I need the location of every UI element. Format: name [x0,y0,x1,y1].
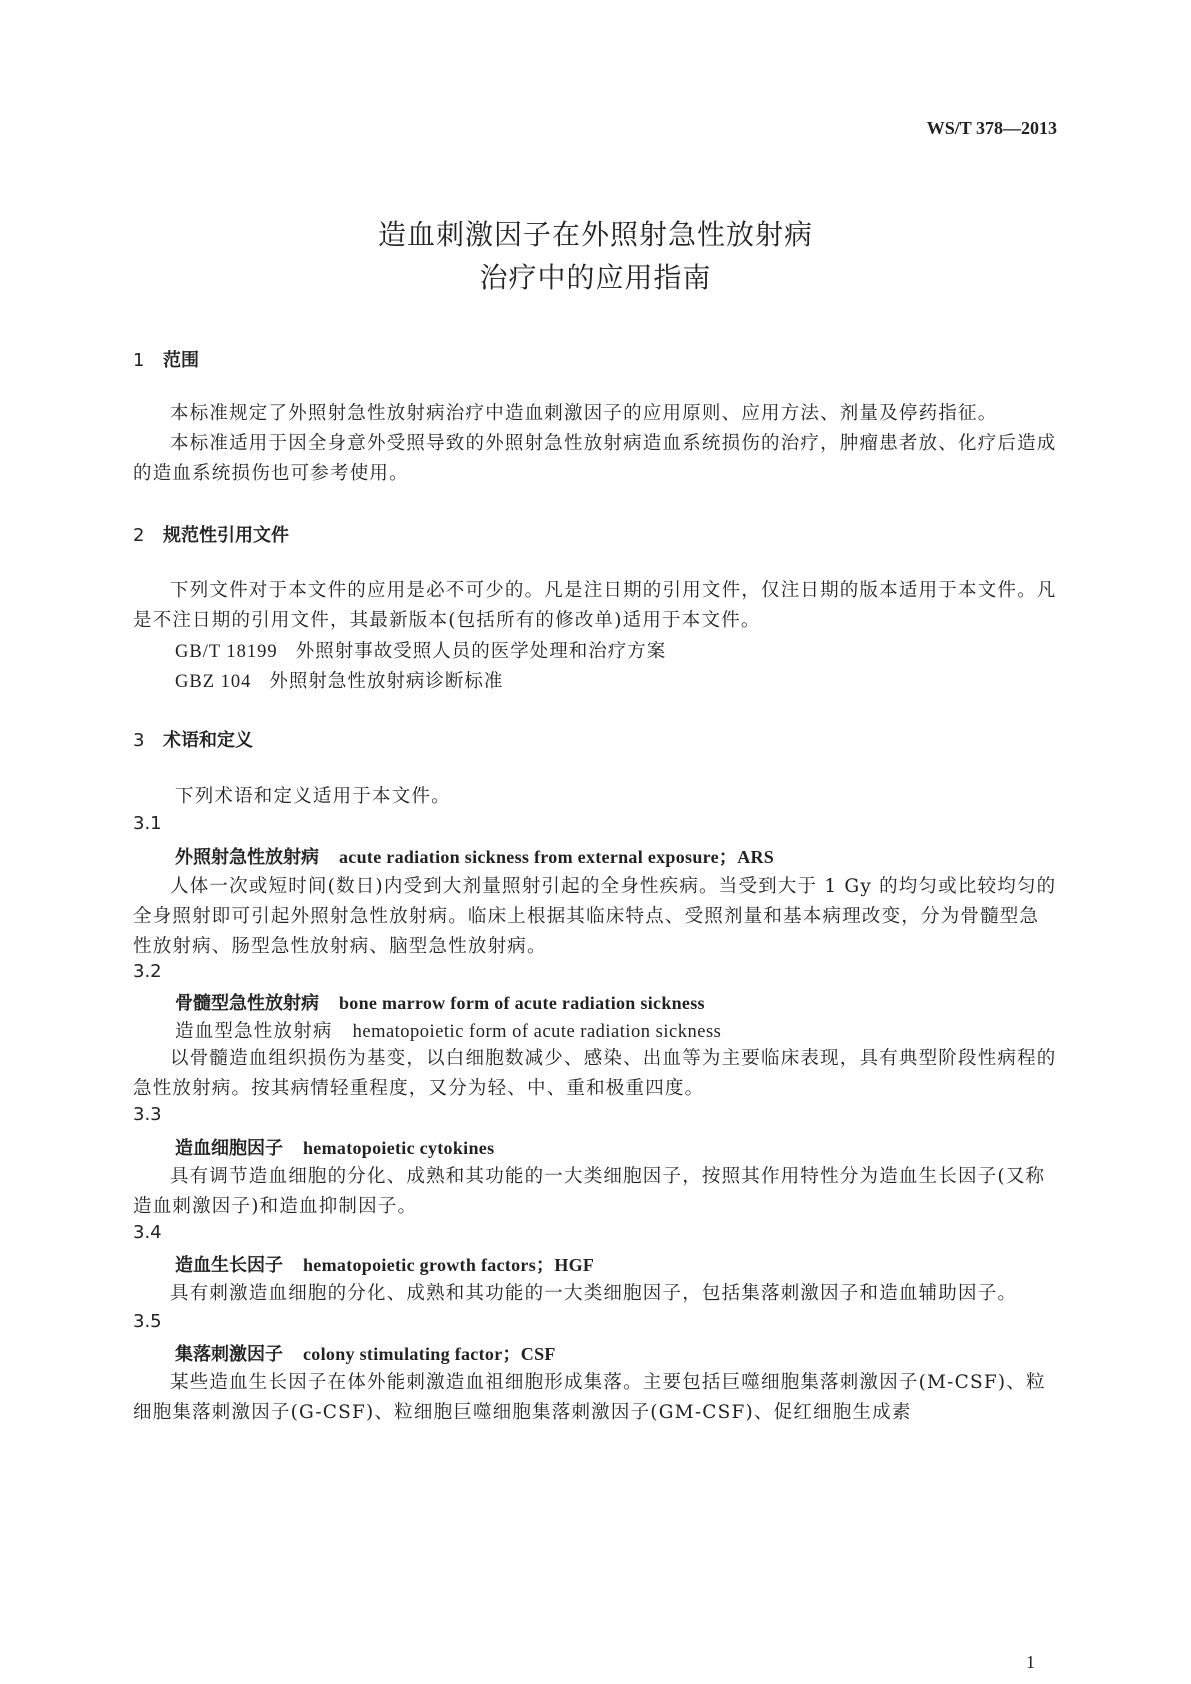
normative-reference [175,667,503,693]
section-title: 术语和定义 [163,730,253,751]
document-title-line-1: 造血刺激因子在外照射急性放射病 [377,218,813,251]
term-zh: 集落刺激因子 [175,1344,283,1365]
term-synonym [175,1017,721,1043]
term-en: hematopoietic growth factors；HGF [303,1255,595,1275]
reference-title: 外照射事故受照人员的医学处理和治疗方案 [295,641,667,662]
term-heading [175,1340,556,1366]
term-number: 3.2 [133,961,162,982]
term-definition: 具有刺激造血细胞的分化、成熟和其功能的一大类细胞因子，包括集落刺激因子和造血辅助因子。 [170,1283,1018,1304]
term-number: 3.3 [133,1104,162,1125]
section-title: 规范性引用文件 [163,525,289,546]
term-definition: 以骨髓造血组织损伤为基变，以白细胞数减少、感染、出血等为主要临床表现，具有典型阶段性病程的急性放射病。按其病情轻重程度，又分为轻、中、重和极重四度。 [133,1048,1057,1099]
term-definition: 人体一次或短时间(数日)内受到大剂量照射引起的全身性疾病。当受到大于 1 Gy 的均匀或比较均匀的全身照射即可引起外照射急性放射病。临床上根据其临床特点、受照剂量和基本病理改变，分为骨髓型急性放射病、肠型急性放射病、脑型急性放射病。 [133,876,1057,957]
section-3-heading [133,726,253,752]
section-number: 3 [133,730,145,751]
term-en: acute radiation sickness from external exposure；ARS [339,847,775,867]
term-zh: 造血型急性放射病 [175,1021,333,1042]
term-zh: 外照射急性放射病 [175,847,319,868]
term-zh: 造血生长因子 [175,1255,283,1276]
section-title: 范围 [163,350,199,371]
term-heading [175,843,774,869]
section-number: 2 [133,525,145,546]
term-number: 3.4 [133,1222,162,1243]
section-number: 1 [133,350,145,371]
term-zh: 骨髓型急性放射病 [175,993,319,1014]
term-number: 3.5 [133,1311,162,1332]
paragraph: 本标准适用于因全身意外受照导致的外照射急性放射病造血系统损伤的治疗，肿瘤患者放、化疗后造成的造血系统损伤也可参考使用。 [133,433,1057,484]
term-heading [175,1134,494,1160]
section-2-heading [133,521,289,547]
reference-code: GBZ 104 [175,672,252,692]
term-definition: 某些造血生长因子在体外能刺激造血祖细胞形成集落。主要包括巨噬细胞集落刺激因子(M-CSF)、粒细胞集落刺激因子(G-CSF)、粒细胞巨噬细胞集落刺激因子(GM-CSF)、促红细胞生成素 [133,1372,1046,1423]
term-number: 3.1 [133,813,162,834]
term-en: colony stimulating factor；CSF [303,1344,556,1364]
paragraph: 下列术语和定义适用于本文件。 [175,786,451,807]
page-number: 1 [1026,1652,1035,1672]
term-heading [175,989,705,1015]
standard-code: WS/T 378—2013 [926,118,1057,138]
document-title-line-2: 治疗中的应用指南 [479,261,712,294]
reference-code: GB/T 18199 [175,642,278,662]
term-en: bone marrow form of acute radiation sickness [339,993,705,1013]
term-definition: 具有调节造血细胞的分化、成熟和其功能的一大类细胞因子，按照其作用特性分为造血生长因子(又称造血刺激因子)和造血抑制因子。 [133,1166,1046,1217]
term-en: hematopoietic cytokines [303,1138,495,1158]
term-en: hematopoietic form of acute radiation sickness [352,1022,722,1042]
paragraph: 本标准规定了外照射急性放射病治疗中造血刺激因子的应用原则、应用方法、剂量及停药指征。 [170,403,998,424]
term-zh: 造血细胞因子 [175,1138,283,1159]
reference-title: 外照射急性放射病诊断标准 [269,671,504,692]
section-1-heading [133,346,199,372]
paragraph: 下列文件对于本文件的应用是必不可少的。凡是注日期的引用文件，仅注日期的版本适用于本文件。凡是不注日期的引用文件，其最新版本(包括所有的修改单)适用于本文件。 [133,580,1057,631]
normative-reference [175,637,666,663]
term-heading [175,1251,594,1277]
